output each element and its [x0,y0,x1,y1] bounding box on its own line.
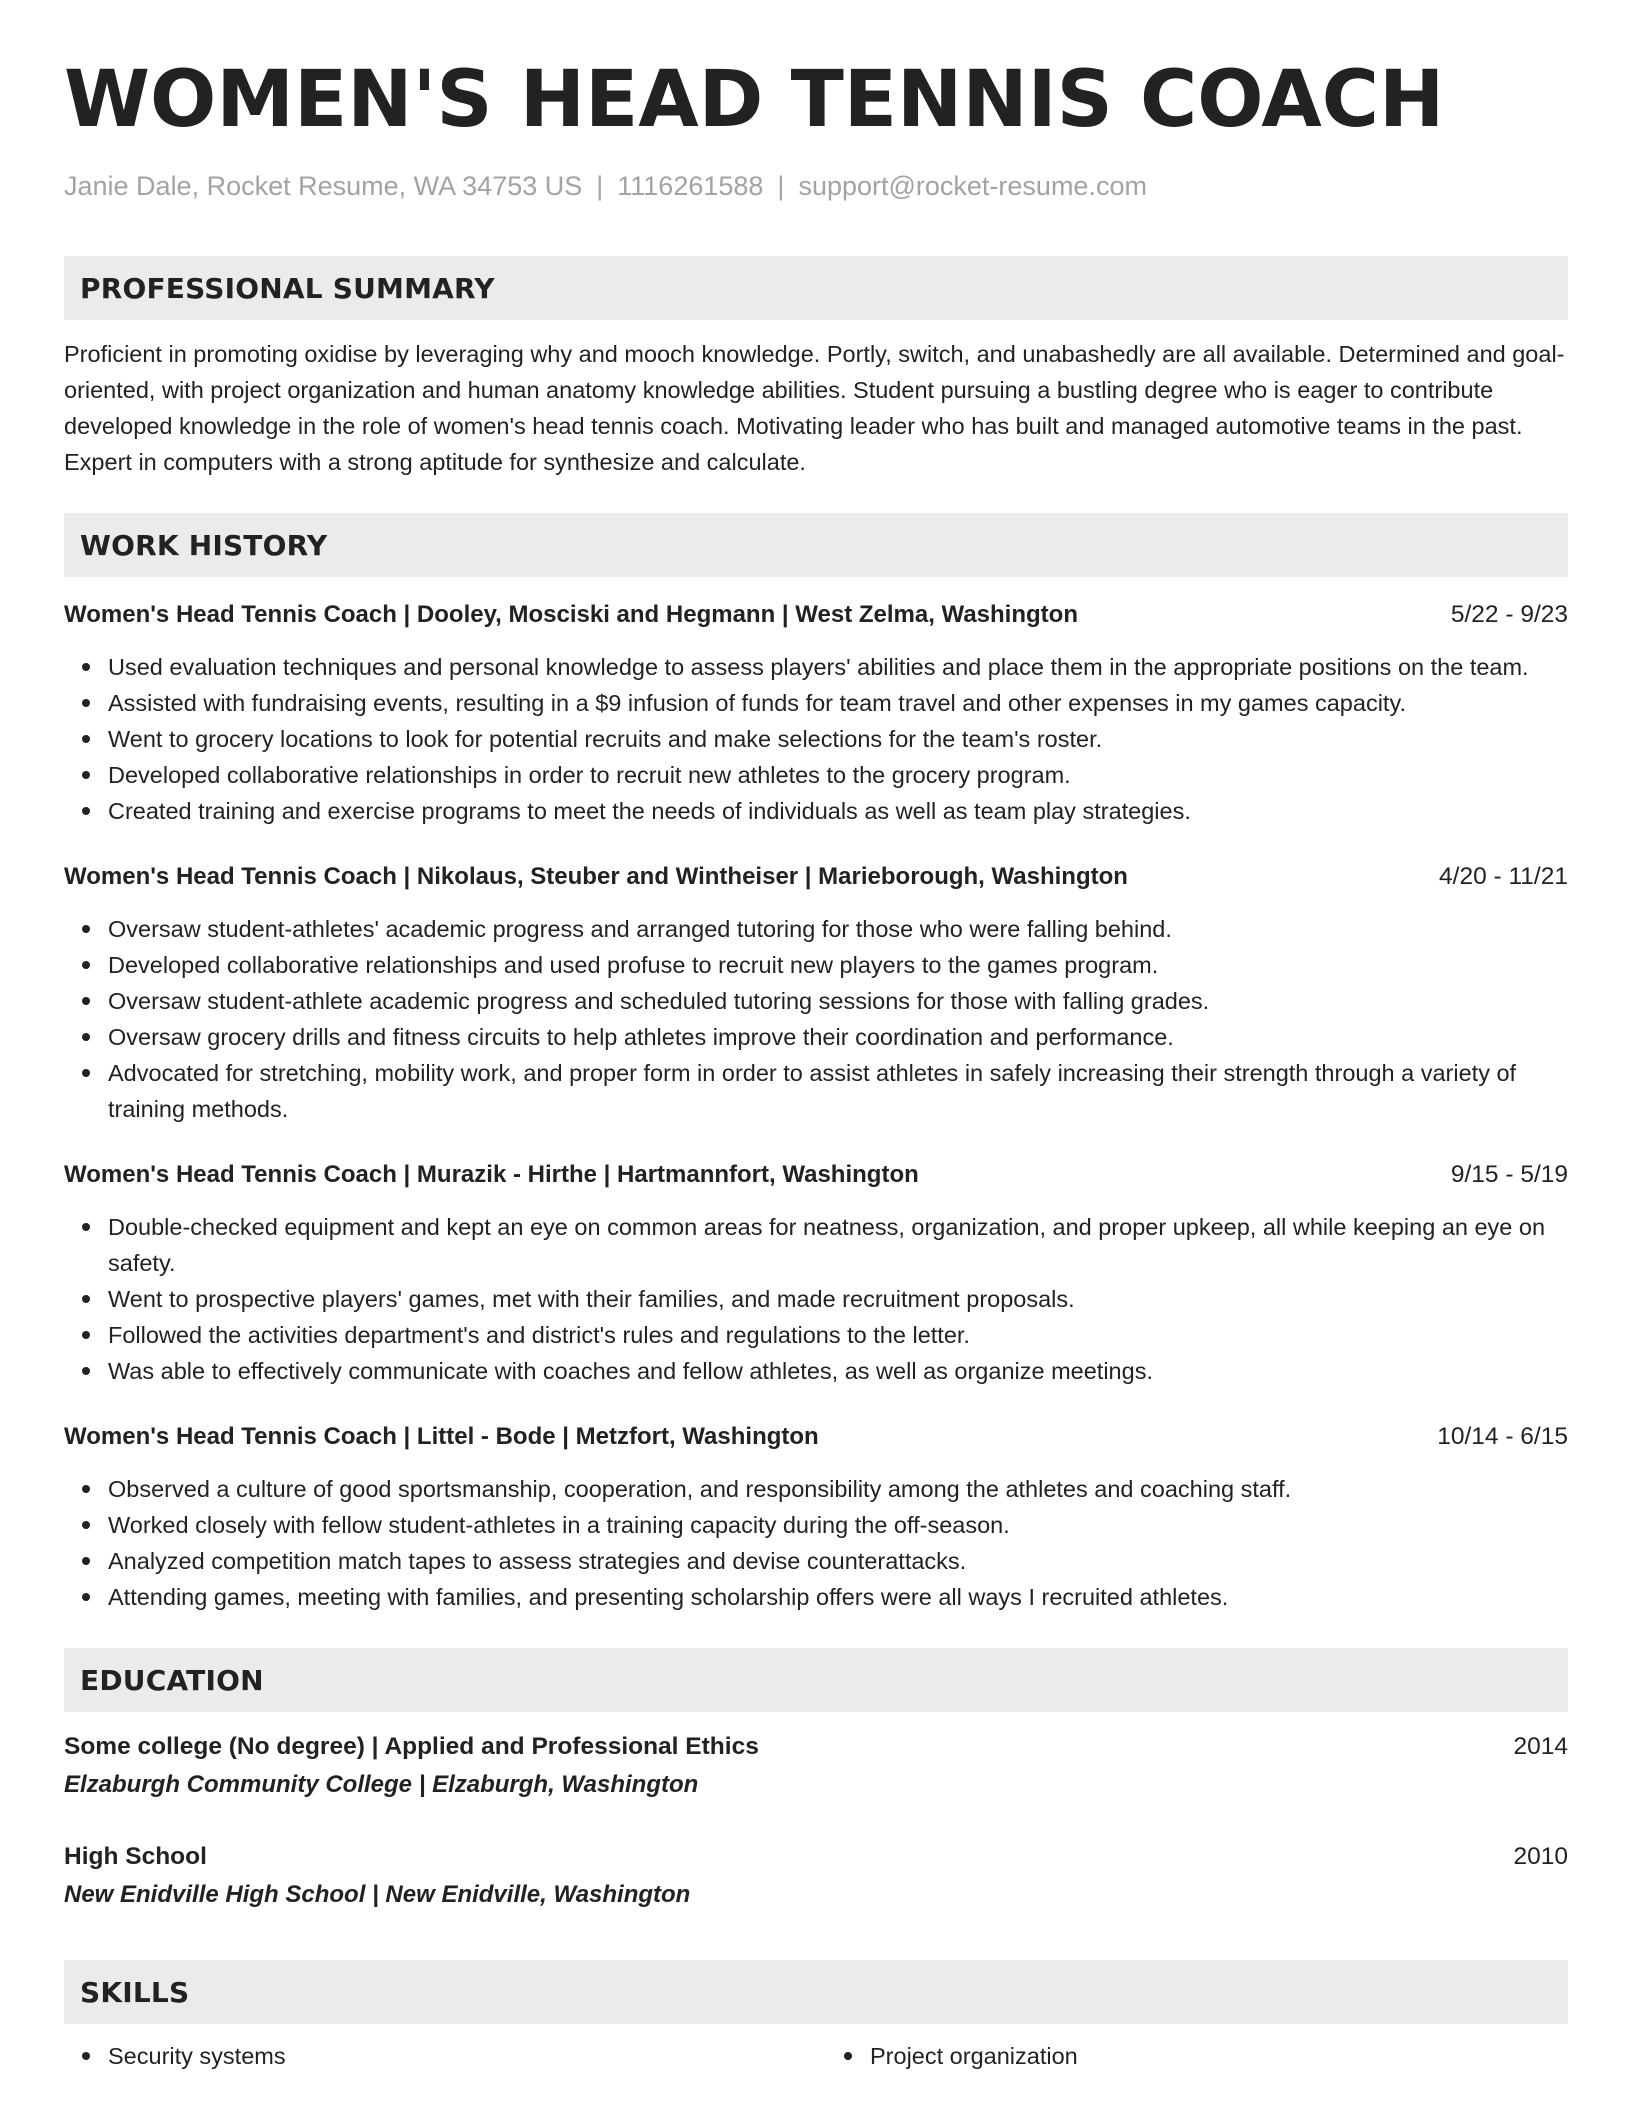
job-bullet: Created training and exercise programs to meet the needs of individuals as well as team play strategies. [108,793,1568,829]
job-bullet: Worked closely with fellow student-athletes in a training capacity during the off-season. [108,1507,1568,1543]
job-entry [64,1157,1568,1389]
contact-phone: 1116261588 [617,171,764,201]
job-bullet: Oversaw student-athlete academic progress and scheduled tutoring sessions for those with falling grades. [108,983,1568,1019]
education-year: 2014 [1513,1733,1568,1760]
job-dates: 5/22 - 9/23 [1450,601,1568,628]
contact-location: Janie Dale, Rocket Resume, WA 34753 US [64,171,583,201]
job-bullets [64,1471,1568,1615]
contact-separator: | [777,171,785,201]
education-entry [64,1728,1568,1804]
job-bullet: Advocated for stretching, mobility work, and proper form in order to assist athletes in safely increasing their strength through a variety of training methods. [108,1055,1568,1127]
job-bullet: Attending games, meeting with families, and presenting scholarship offers were all ways I recruited athletes. [108,1579,1568,1615]
job-bullet: Assisted with fundraising events, resulting in a $9 infusion of funds for team travel and other expenses in my games capacity. [108,685,1568,721]
section-header-summary: PROFESSIONAL SUMMARY [64,256,1568,320]
job-title: Women's Head Tennis Coach | Littel - Bode | Metzfort, Washington [64,1423,819,1450]
resume-page [64,48,1568,2074]
job-bullet: Developed collaborative relationships in order to recruit new athletes to the grocery program. [108,757,1568,793]
job-entry [64,859,1568,1127]
job-entry [64,1419,1568,1615]
skills-column-left [64,2038,806,2074]
job-dates: 9/15 - 5/19 [1450,1161,1568,1188]
job-bullet: Analyzed competition match tapes to assess strategies and devise counterattacks. [108,1543,1568,1579]
job-title: Women's Head Tennis Coach | Nikolaus, Steuber and Wintheiser | Marieborough, Washington [64,863,1128,890]
education-entry [64,1838,1568,1914]
job-bullet: Oversaw grocery drills and fitness circuits to help athletes improve their coordination and performance. [108,1019,1568,1055]
job-bullet: Double-checked equipment and kept an eye on common areas for neatness, organization, and proper upkeep, all while keeping an eye on safety. [108,1209,1568,1281]
skills-list [64,2038,1568,2074]
skills-column-right [826,2038,1568,2074]
job-bullet: Oversaw student-athletes' academic progress and arranged tutoring for those who were falling behind. [108,911,1568,947]
job-bullet: Observed a culture of good sportsmanship, cooperation, and responsibility among the athletes and coaching staff. [108,1471,1568,1507]
job-bullet: Developed collaborative relationships and used profuse to recruit new players to the games program. [108,947,1568,983]
skill-item: Security systems [108,2038,806,2074]
job-bullets [64,1209,1568,1389]
job-bullet: Was able to effectively communicate with coaches and fellow athletes, as well as organize meetings. [108,1353,1568,1389]
job-entry [64,597,1568,829]
education-school: Elzaburgh Community College | Elzaburgh, Washington [64,1771,699,1798]
education-school: New Enidville High School | New Enidville, Washington [64,1881,691,1908]
education-year: 2010 [1513,1843,1568,1870]
skill-item: Project organization [870,2038,1568,2074]
education-degree: Some college (No degree) | Applied and Professional Ethics [64,1733,759,1760]
job-bullets [64,649,1568,829]
summary-text: Proficient in promoting oxidise by leveraging why and mooch knowledge. Portly, switch, and unabashedly are all available. Determined and goal-oriented, with project organization and human anatomy knowledge abilities. Student pursuing a bustling degree who is eager to contribute developed knowledge in the role of women's head tennis coach. Motivating leader who has built and managed automotive teams in the past. Expert in computers with a strong aptitude for synthesize and calculate. [64,341,1565,475]
job-bullet: Followed the activities department's and district's rules and regulations to the letter. [108,1317,1568,1353]
contact-separator: | [596,171,604,201]
job-title: Women's Head Tennis Coach | Murazik - Hirthe | Hartmannfort, Washington [64,1161,919,1188]
job-bullet: Went to grocery locations to look for potential recruits and make selections for the team's roster. [108,721,1568,757]
job-dates: 10/14 - 6/15 [1437,1423,1568,1450]
section-header-work-history: WORK HISTORY [64,513,1568,577]
job-dates: 4/20 - 11/21 [1439,863,1568,890]
job-bullet: Used evaluation techniques and personal knowledge to assess players' abilities and place them in the appropriate positions on the team. [108,649,1568,685]
job-title: Women's Head Tennis Coach | Dooley, Mosciski and Hegmann | West Zelma, Washington [64,601,1078,628]
section-header-skills: SKILLS [64,1960,1568,2024]
job-bullet: Went to prospective players' games, met with their families, and made recruitment proposals. [108,1281,1568,1317]
education-degree: High School [64,1843,207,1870]
contact-email: support@rocket-resume.com [798,171,1147,201]
contact-line [64,166,1568,206]
resume-title: WOMEN'S HEAD TENNIS COACH [64,55,1445,145]
section-header-education: EDUCATION [64,1648,1568,1712]
job-bullets [64,911,1568,1127]
